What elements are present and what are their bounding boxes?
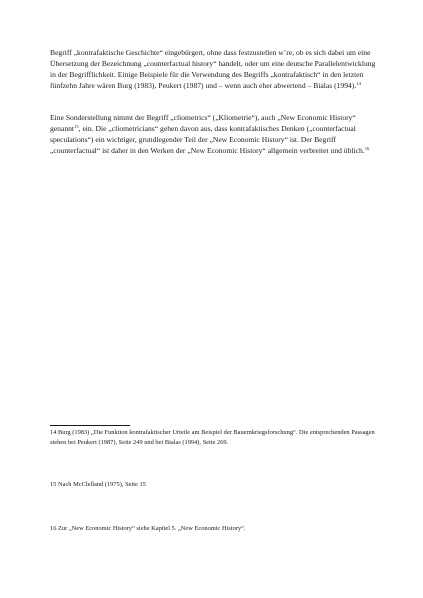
footnote-separator: [50, 425, 130, 426]
body-paragraph-1: [50, 47, 380, 91]
body-paragraph-2-text-a: Eine Sonderstellung nimmt der Begriff „cliometrics“ („Kliometrie“), auch „New Economic History“ genannt: [50, 113, 356, 133]
body-paragraph-2-text-b: , ein. Die „cliometricians“ gehen davon aus, dass kontrafaktisches Denken („counterfactual speculations“) ein wichtiger, grundlegender Teil der „New Economic History“ ist. Der Begriff „counterfactual“ ist daher in den Werken der „New Economic History“ allgemein verbreitet und üblich.: [50, 124, 365, 155]
footnote-15: 15 Nach McClelland (1975), Seite 15: [50, 481, 146, 488]
body-paragraph-2: [50, 112, 380, 156]
footnote-16: 16 Zur „New Economic History“ siehe Kapitel 5. „New Economic History“.: [50, 525, 246, 532]
footnote-ref-14: 14: [356, 81, 361, 86]
footnote-14: 14 Burg (1983) „Die Funktion kontrafaktischer Urteile am Beispiel der Bauernkriegsforschung“. Die entsprechenden Passagen stehen bei Peukert (1987), Seite 249 und bei Bialas (1994), Seite 269.: [50, 429, 375, 446]
body-paragraph-1-text: Begriff „kontrafaktische Geschichte“ eingebürgert, ohne dass festzustellen w¨re, ob es sich dabei um eine Übersetzung der Bezeichnung „counterfactual history“ handelt, oder um eine deutsche Parallelentwicklung in der Begrifflichkeit. Einige Beispiele für die Verwendung des Begriffs „kontrafaktisch“ in den letzten fünfzehn Jahre wären Burg (1983), Peukert (1987) und – wenn auch eher abwertend – Bialas (1994).: [50, 48, 376, 90]
footnote-ref-15: 15: [74, 124, 79, 129]
footnote-ref-16: 16: [364, 146, 370, 151]
